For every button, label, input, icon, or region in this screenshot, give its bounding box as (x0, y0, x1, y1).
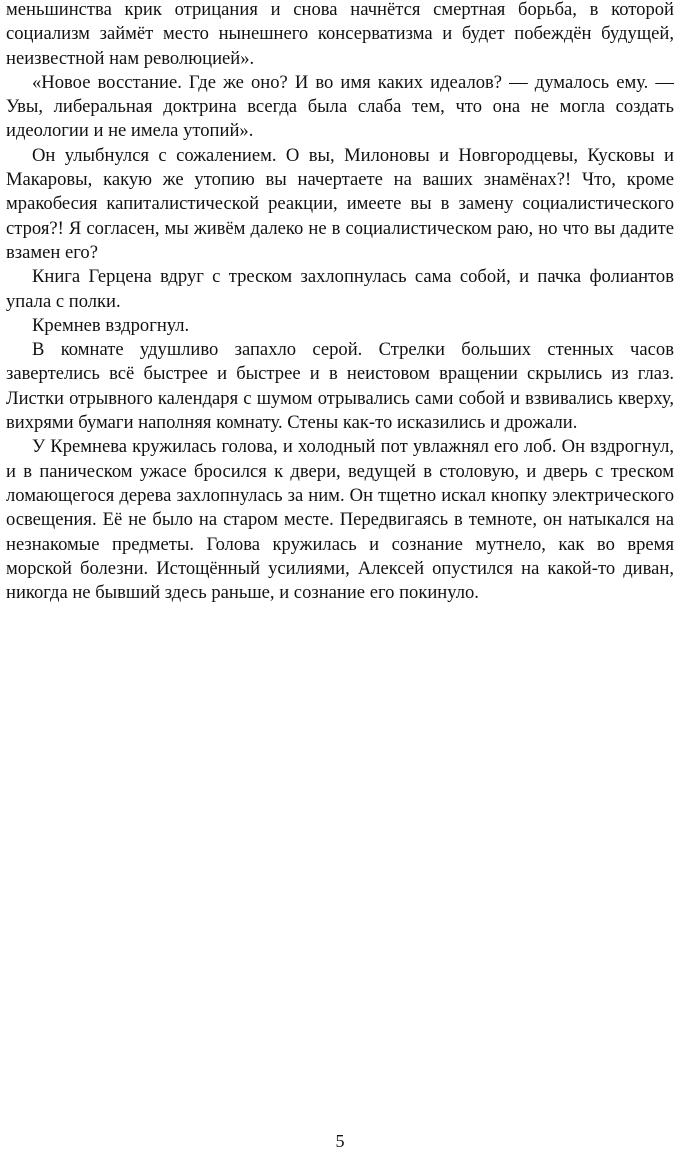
page-number: 5 (335, 1131, 345, 1151)
paragraph-5: Кремнев вздрогнул. (32, 314, 190, 336)
paragraph-6: В комнате удушливо запахло серой. Стрелки больших стенных часов завертелись всё быстрее и быстрее и в неистовом вращении скрылись из глаз. Листки отрывного календаря с шумом отрывались сами собой и взвивались кверху, вихрями бумаги наполняя комнату. Стены как-то исказились и дрожали. (6, 339, 674, 434)
paragraph-7: У Кремнева кружилась голова, и холодный пот увлажнял его лоб. Он вздрогнул, и в паническом ужасе бросился к двери, ведущей в столовую, и дверь с треском ломающегося дерева захлопнулась за ним. Он тщетно искал кнопку электрического освещения. Её не было на старом месте. Передвигаясь в темноте, он натыкался на незнакомые предметы. Голова кружилась и сознание мутнело, как во время морской болезни. Истощённый усилиями, Алексей опустился на какой-то диван, никогда не бывший здесь раньше, и сознание его покинуло. (6, 436, 674, 604)
paragraph-4: Книга Герцена вдруг с треском захлопнулась сама собой, и пачка фолиантов упала с полки. (6, 266, 674, 312)
paragraph-1: меньшинства крик отрицания и снова начнётся смертная борьба, в которой социализм займёт место нынешнего консерватизма и будет побеждён будущей, неизвестной нам революцией». (6, 0, 674, 69)
body-text (6, 0, 674, 605)
paragraph-2: «Новое восстание. Где же оно? И во имя каких идеалов? — думалось ему. — Увы, либеральная доктрина всегда была слаба тем, что она не могла создать идеологии и не имела утопий». (6, 71, 674, 142)
paragraph-3: Он улыбнулся с сожалением. О вы, Милоновы и Новгородцевы, Кусковы и Макаровы, какую же утопию вы начертаете на ваших знамёнах?! Что, кроме мракобесия капиталистической реакции, имеете вы в замену социалистического строя?! Я согласен, мы живём далеко не в социалистическом раю, но что вы дадите взамен его? (6, 144, 674, 263)
